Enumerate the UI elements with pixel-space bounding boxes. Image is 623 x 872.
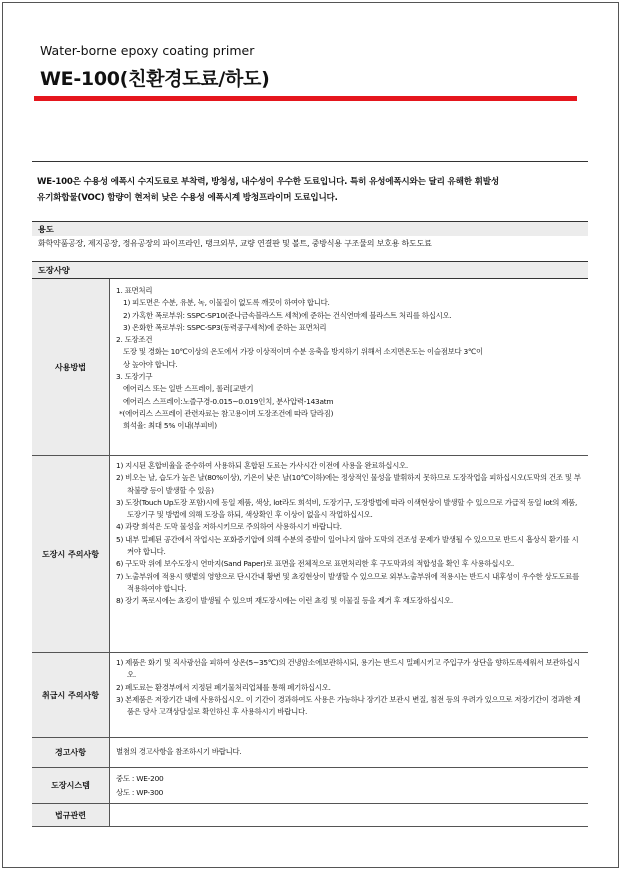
method-line: 에어리스 스프레이:노즐구경-0.015~0.019인치, 분사압력-143atm bbox=[123, 396, 334, 406]
caution-item: 5) 내부 밀폐된 공간에서 작업시는 포화증기압에 의해 수분의 증발이 일어나지 않아 도막의 건조성 문제가 발생될 수 있으므로 반드시 흡상식 환기를 시켜야 합니다. bbox=[116, 534, 579, 557]
cautions-content bbox=[110, 456, 588, 652]
method-row bbox=[32, 279, 588, 456]
system-row bbox=[32, 768, 588, 804]
warning-label: 경고사항 bbox=[32, 738, 110, 767]
spec-table bbox=[32, 278, 588, 827]
method-line: 2. 도장조건 bbox=[116, 335, 153, 345]
caution-item: 6) 구도막 위에 보수도장시 연마지(Sand Paper)로 표면을 전체적으로 표면처리한 후 구도막과의 적합성을 확인 후 사용하십시오. bbox=[116, 559, 515, 569]
handling-item: 3) 본제품은 저장기간 내에 사용하십시오. 이 기간이 경과하여도 사용은 가능하나 장기간 보관시 변질, 침전 등의 우려가 있으므로 저장기간이 경과한 제품은 당사 고객상담실로 확인하신 후 사용하시기 바랍니다. bbox=[116, 694, 581, 717]
intro-line: WE-100은 수용성 에폭시 수지도료로 부착력, 방청성, 내수성이 우수한 도료입니다. 특히 유성에폭시와는 달리 유해한 휘발성 bbox=[37, 177, 499, 187]
spec-heading: 도장사양 bbox=[32, 261, 588, 278]
intro-line: 유기화합물(VOC) 함량이 현저히 낮은 수용성 에폭시계 방청프라이머 도료입니다. bbox=[37, 193, 338, 203]
handling-item: 1) 제품은 화기 및 직사광선을 피하여 상온(5~35℃)의 건냉암소에보관하시되, 용기는 반드시 밀폐시키고 주입구가 상단을 향하도록세워서 보관하십시오. bbox=[116, 658, 580, 680]
system-label: 도장시스템 bbox=[32, 768, 110, 803]
handling-row bbox=[32, 653, 588, 738]
legal-row bbox=[32, 804, 588, 827]
method-line: 1) 피도면은 수분, 유분, 녹, 이물질이 없도록 깨끗이 하여야 합니다. bbox=[123, 298, 330, 308]
handling-label: 취급시 주의사항 bbox=[32, 653, 110, 737]
method-line: 1. 표면처리 bbox=[116, 286, 153, 295]
caution-item: 2) 비오는 날, 습도가 높은 날(80%이상), 기온이 낮은 날(10℃이하)에는 정상적인 물성을 발휘하지 못하므로 도장작업을 피하십시오(도막의 건조 및 부착불량 등이 발생할 수 있음) bbox=[116, 473, 581, 495]
caution-item: 4) 과량 희석은 도막 물성을 저하시키므로 주의하여 사용하시기 바랍니다. bbox=[116, 522, 342, 532]
handling-item: 2) 폐도료는 환경부에서 지정된 폐기물처리업체를 통해 폐기하십시오. bbox=[116, 682, 331, 692]
method-label: 사용방법 bbox=[32, 279, 110, 455]
legal-label: 법규관련 bbox=[32, 804, 110, 826]
warning-text: 별첨의 경고사항을 참조하시기 바랍니다. bbox=[116, 747, 242, 757]
warning-row bbox=[32, 738, 588, 768]
usage-text: 화학약품공장, 제지공장, 정유공장의 파이프라인, 탱크외부, 교량 연결판 및 볼트, 중방식용 구조물의 보호용 하도도료 bbox=[38, 239, 432, 248]
intro-paragraph bbox=[32, 161, 588, 219]
method-line: 상 높아야 합니다. bbox=[123, 359, 178, 369]
caution-item: 3) 도장(Touch Up도장 포함)시에 동일 제품, 색상, lot라도 희석비, 도장기구, 도장방법에 따라 이색현상이 발생할 수 있으므로 가급적 동일 lot의 제품, 도장기구 및 방법에 의해 도장을 하되, 색상확인 후 이상이 없을시 작업하십시오. bbox=[116, 497, 578, 520]
product-title: WE-100(친환경도료/하도) bbox=[40, 68, 270, 90]
method-line: 3) 온화한 폭로부위: SSPC-SP3(동력공구세척)에 준하는 표면처리 bbox=[123, 322, 327, 332]
system-line: 중도 : WE-200 bbox=[116, 774, 164, 783]
cautions-row bbox=[32, 456, 588, 653]
method-content bbox=[110, 279, 588, 455]
handling-content bbox=[110, 653, 588, 737]
method-line: *(에어리스 스프레이 관련자료는 참고용이며 도장조건에 따라 달라짐) bbox=[119, 408, 334, 418]
method-line: 3. 도장기구 bbox=[116, 372, 153, 382]
legal-content bbox=[110, 804, 588, 826]
system-content bbox=[110, 768, 588, 803]
method-line: 도장 및 경화는 10℃이상의 온도에서 가장 이상적이며 수분 응축을 방지하기 위해서 소지면온도는 이슬점보다 3℃이 bbox=[123, 347, 483, 357]
method-line: 에어리스 또는 일반 스프레이, 롤러[교반기 bbox=[123, 384, 254, 394]
cautions-label: 도장시 주의사항 bbox=[32, 456, 110, 652]
caution-item: 7) 노출부위에 적용시 햇볕의 영향으로 단시간내 황변 및 쵸킹현상이 발생할 수 있으므로 외부노출부위에 적용시는 반드시 내후성이 우수한 상도도료를 적용하여야 합니다. bbox=[116, 571, 580, 593]
title-underline bbox=[34, 96, 577, 101]
caution-item: 1) 지시된 혼합비율을 준수하여 사용하되 혼합된 도료는 가사시간 이전에 사용을 완료하십시오. bbox=[116, 461, 408, 470]
method-line: 희석율: 최대 5% 이내(부피비) bbox=[123, 421, 217, 431]
product-subtitle: Water-borne epoxy coating primer bbox=[40, 43, 255, 58]
usage-heading: 용도 bbox=[32, 221, 588, 236]
warning-content bbox=[110, 738, 588, 767]
system-line: 상도 : WP-300 bbox=[116, 788, 164, 797]
caution-item: 8) 장기 폭로시에는 쵸킹이 발생될 수 있으며 재도장시에는 이런 쵸킹 및 이물질 등을 제거 후 재도장하십시오. bbox=[116, 596, 453, 606]
method-line: 2) 가혹한 폭로부위: SSPC-SP10(준나금속블라스트 세척)에 준하는 건식연마제 블라스트 처리를 하십시오. bbox=[123, 310, 452, 320]
